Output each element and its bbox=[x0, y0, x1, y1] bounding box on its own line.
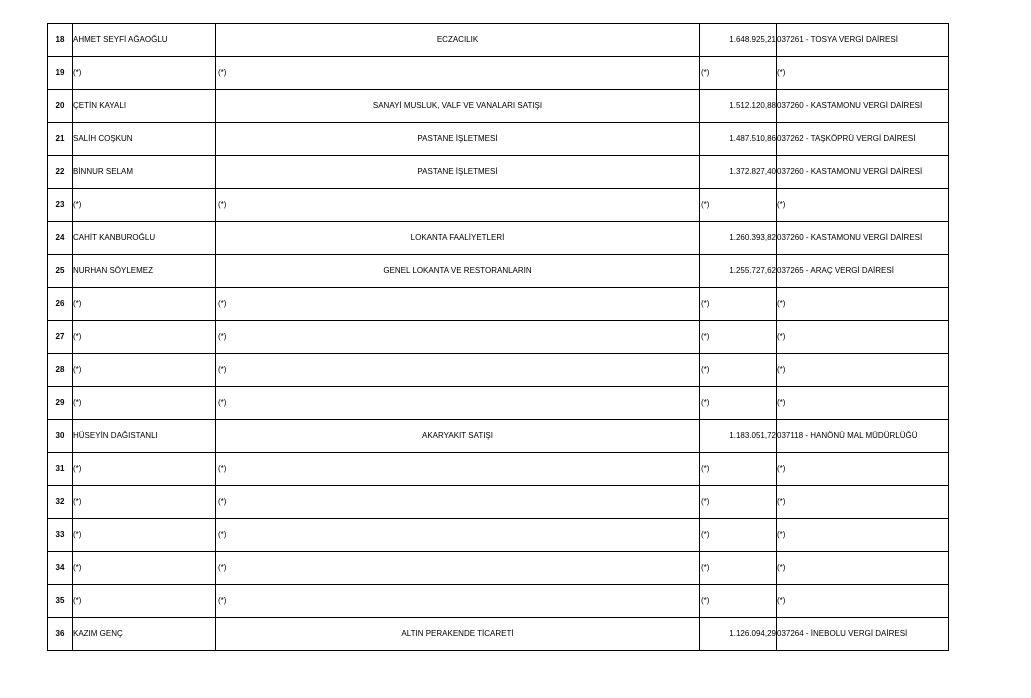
row-number-cell: 28 bbox=[48, 354, 73, 387]
tax-office-cell: (*) bbox=[777, 552, 949, 585]
tax-office-cell: 037264 - İNEBOLU VERGİ DAİRESİ bbox=[777, 618, 949, 651]
tax-office-cell: (*) bbox=[777, 585, 949, 618]
taxpayer-name-cell: KAZIM GENÇ bbox=[73, 618, 216, 651]
activity-cell: SANAYİ MUSLUK, VALF VE VANALARI SATIŞI bbox=[216, 90, 700, 123]
tax-office-cell: (*) bbox=[777, 57, 949, 90]
row-number-cell: 29 bbox=[48, 387, 73, 420]
declared-amount-cell: (*) bbox=[700, 288, 777, 321]
table-row bbox=[48, 618, 949, 651]
row-number-cell: 18 bbox=[48, 24, 73, 57]
declared-amount-cell: (*) bbox=[700, 519, 777, 552]
activity-cell: (*) bbox=[216, 453, 700, 486]
declared-amount-cell: (*) bbox=[700, 354, 777, 387]
taxpayer-name-cell: CAHİT KANBUROĞLU bbox=[73, 222, 216, 255]
activity-cell: (*) bbox=[216, 387, 700, 420]
row-number-cell: 32 bbox=[48, 486, 73, 519]
activity-cell: (*) bbox=[216, 486, 700, 519]
taxpayer-name-cell: BİNNUR SELAM bbox=[73, 156, 216, 189]
declared-amount-cell: 1.512.120,88 bbox=[700, 90, 777, 123]
activity-cell: ECZACILIK bbox=[216, 24, 700, 57]
table-row bbox=[48, 354, 949, 387]
row-number-cell: 27 bbox=[48, 321, 73, 354]
declared-amount-cell: 1.126.094,29 bbox=[700, 618, 777, 651]
row-number-cell: 23 bbox=[48, 189, 73, 222]
row-number-cell: 35 bbox=[48, 585, 73, 618]
row-number-cell: 19 bbox=[48, 57, 73, 90]
declared-amount-cell: (*) bbox=[700, 585, 777, 618]
declared-amount-cell: 1.372.827,40 bbox=[700, 156, 777, 189]
tax-office-cell: 037260 - KASTAMONU VERGİ DAİRESİ bbox=[777, 222, 949, 255]
taxpayer-name-cell: (*) bbox=[73, 552, 216, 585]
taxpayer-name-cell: (*) bbox=[73, 519, 216, 552]
table-row bbox=[48, 288, 949, 321]
taxpayer-name-cell: AHMET SEYFİ AĞAOĞLU bbox=[73, 24, 216, 57]
table-row bbox=[48, 222, 949, 255]
activity-cell: PASTANE İŞLETMESİ bbox=[216, 156, 700, 189]
row-number-cell: 25 bbox=[48, 255, 73, 288]
tax-office-cell: 037265 - ARAÇ VERGİ DAİRESİ bbox=[777, 255, 949, 288]
activity-cell: (*) bbox=[216, 585, 700, 618]
taxpayer-name-cell: NURHAN SÖYLEMEZ bbox=[73, 255, 216, 288]
taxpayer-name-cell: (*) bbox=[73, 288, 216, 321]
table-row bbox=[48, 387, 949, 420]
taxpayer-table-body bbox=[48, 24, 949, 651]
table-row bbox=[48, 255, 949, 288]
activity-cell: PASTANE İŞLETMESİ bbox=[216, 123, 700, 156]
table-row bbox=[48, 552, 949, 585]
taxpayer-name-cell: (*) bbox=[73, 453, 216, 486]
row-number-cell: 20 bbox=[48, 90, 73, 123]
row-number-cell: 34 bbox=[48, 552, 73, 585]
declared-amount-cell: (*) bbox=[700, 387, 777, 420]
row-number-cell: 22 bbox=[48, 156, 73, 189]
table-row bbox=[48, 156, 949, 189]
row-number-cell: 31 bbox=[48, 453, 73, 486]
taxpayer-name-cell: (*) bbox=[73, 321, 216, 354]
activity-cell: (*) bbox=[216, 189, 700, 222]
table-row bbox=[48, 57, 949, 90]
activity-cell: (*) bbox=[216, 321, 700, 354]
tax-office-cell: (*) bbox=[777, 486, 949, 519]
row-number-cell: 30 bbox=[48, 420, 73, 453]
row-number-cell: 21 bbox=[48, 123, 73, 156]
tax-office-cell: 037118 - HANÖNÜ MAL MÜDÜRLÜĞÜ bbox=[777, 420, 949, 453]
taxpayer-name-cell: (*) bbox=[73, 354, 216, 387]
tax-office-cell: 037260 - KASTAMONU VERGİ DAİRESİ bbox=[777, 156, 949, 189]
declared-amount-cell: (*) bbox=[700, 453, 777, 486]
table-row bbox=[48, 453, 949, 486]
activity-cell: GENEL LOKANTA VE RESTORANLARIN bbox=[216, 255, 700, 288]
taxpayer-name-cell: (*) bbox=[73, 387, 216, 420]
taxpayer-table bbox=[47, 23, 949, 651]
declared-amount-cell: (*) bbox=[700, 321, 777, 354]
tax-office-cell: (*) bbox=[777, 321, 949, 354]
row-number-cell: 36 bbox=[48, 618, 73, 651]
table-row bbox=[48, 189, 949, 222]
row-number-cell: 33 bbox=[48, 519, 73, 552]
taxpayer-name-cell: (*) bbox=[73, 57, 216, 90]
tax-office-cell: (*) bbox=[777, 387, 949, 420]
declared-amount-cell: (*) bbox=[700, 189, 777, 222]
table-row bbox=[48, 585, 949, 618]
taxpayer-name-cell: (*) bbox=[73, 486, 216, 519]
activity-cell: (*) bbox=[216, 288, 700, 321]
tax-office-cell: 037262 - TAŞKÖPRÜ VERGİ DAİRESİ bbox=[777, 123, 949, 156]
taxpayer-name-cell: SALİH COŞKUN bbox=[73, 123, 216, 156]
activity-cell: AKARYAKIT SATIŞI bbox=[216, 420, 700, 453]
table-row bbox=[48, 90, 949, 123]
declared-amount-cell: 1.648.925,21 bbox=[700, 24, 777, 57]
activity-cell: (*) bbox=[216, 519, 700, 552]
declared-amount-cell: (*) bbox=[700, 57, 777, 90]
table-row bbox=[48, 519, 949, 552]
declared-amount-cell: (*) bbox=[700, 486, 777, 519]
declared-amount-cell: (*) bbox=[700, 552, 777, 585]
taxpayer-name-cell: ÇETİN KAYALI bbox=[73, 90, 216, 123]
activity-cell: LOKANTA FAALİYETLERİ bbox=[216, 222, 700, 255]
taxpayer-name-cell: HÜSEYİN DAĞISTANLI bbox=[73, 420, 216, 453]
tax-office-cell: (*) bbox=[777, 453, 949, 486]
activity-cell: (*) bbox=[216, 57, 700, 90]
tax-office-cell: 037260 - KASTAMONU VERGİ DAİRESİ bbox=[777, 90, 949, 123]
table-row bbox=[48, 321, 949, 354]
tax-office-cell: (*) bbox=[777, 519, 949, 552]
declared-amount-cell: 1.487.510,86 bbox=[700, 123, 777, 156]
table-row bbox=[48, 486, 949, 519]
activity-cell: (*) bbox=[216, 354, 700, 387]
tax-office-cell: 037261 - TOSYA VERGİ DAİRESİ bbox=[777, 24, 949, 57]
tax-office-cell: (*) bbox=[777, 189, 949, 222]
declared-amount-cell: 1.183.051,72 bbox=[700, 420, 777, 453]
row-number-cell: 26 bbox=[48, 288, 73, 321]
activity-cell: (*) bbox=[216, 552, 700, 585]
table-row bbox=[48, 123, 949, 156]
activity-cell: ALTIN PERAKENDE TİCARETİ bbox=[216, 618, 700, 651]
table-row bbox=[48, 420, 949, 453]
row-number-cell: 24 bbox=[48, 222, 73, 255]
declared-amount-cell: 1.255.727,62 bbox=[700, 255, 777, 288]
declared-amount-cell: 1.260.393,82 bbox=[700, 222, 777, 255]
taxpayer-name-cell: (*) bbox=[73, 585, 216, 618]
tax-office-cell: (*) bbox=[777, 288, 949, 321]
table-row bbox=[48, 24, 949, 57]
tax-office-cell: (*) bbox=[777, 354, 949, 387]
taxpayer-name-cell: (*) bbox=[73, 189, 216, 222]
